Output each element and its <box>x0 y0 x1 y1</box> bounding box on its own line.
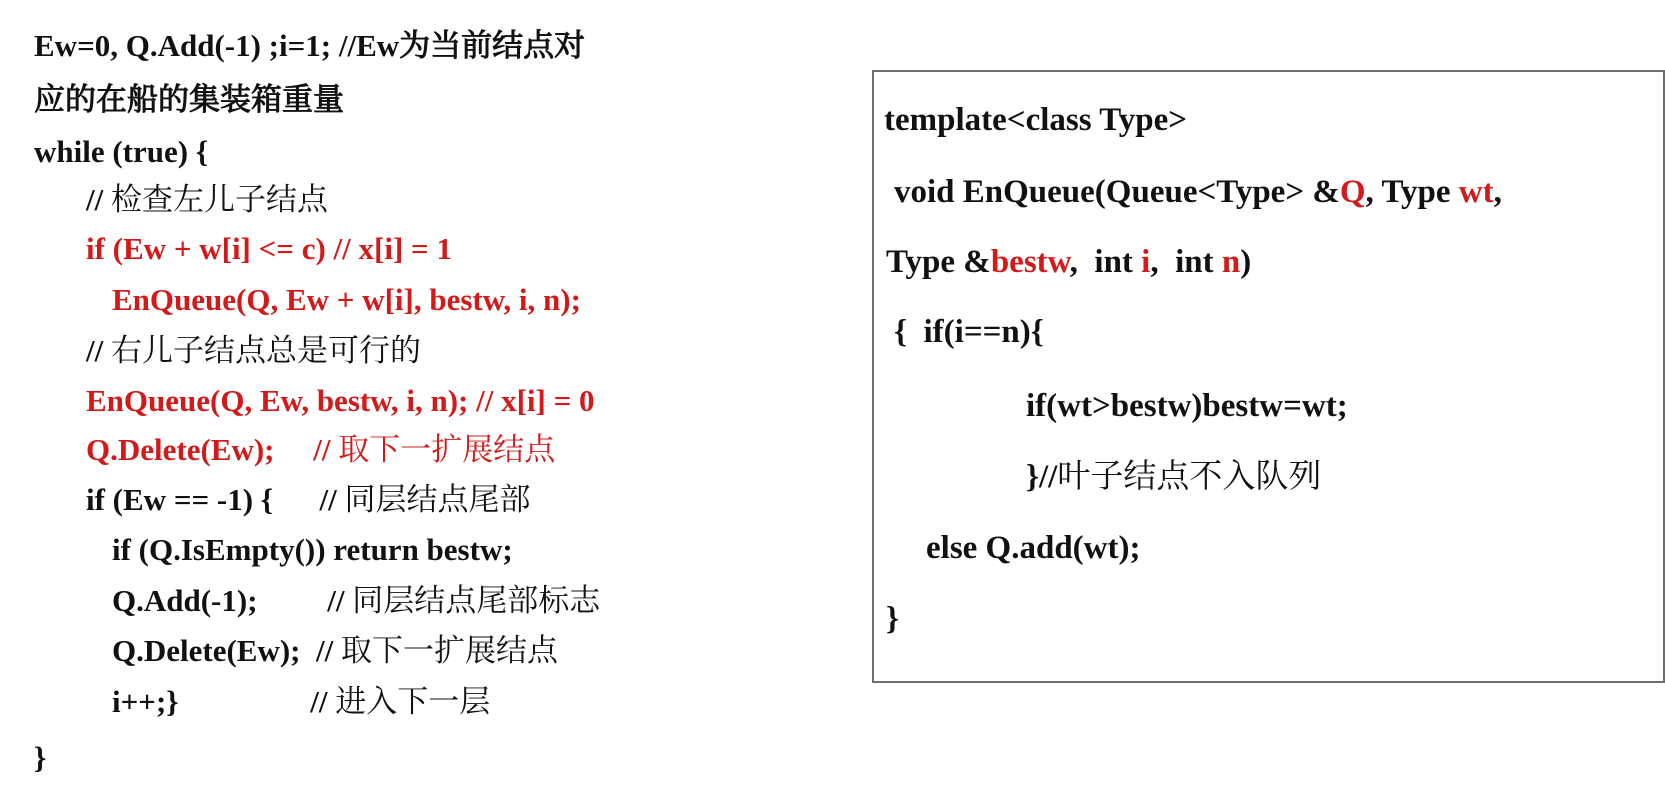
code-line-14 <box>112 682 490 722</box>
comment-cn: 同层结点尾部 <box>344 482 531 518</box>
code-text: , Type <box>1365 174 1459 210</box>
code-text: void EnQueue(Queue<Type> & <box>894 174 1340 210</box>
code-text: , <box>1493 174 1502 210</box>
code-line-6 <box>112 280 581 320</box>
comment-cn: 叶子结点不入队列 <box>1057 456 1322 495</box>
box-line-6 <box>1026 456 1321 497</box>
code-line-15 <box>34 738 46 778</box>
code-text: Q.Delete(Ew); // <box>112 633 341 668</box>
param-wt: wt <box>1458 174 1494 210</box>
code-line-5 <box>86 229 452 269</box>
box-line-8 <box>886 599 899 639</box>
code-text: Q.Delete(Ew); // <box>86 432 339 467</box>
code-text: if(wt>bestw)bestw=wt; <box>1026 388 1348 424</box>
box-line-3 <box>886 242 1251 282</box>
code-line-11 <box>112 530 513 570</box>
param-i: i <box>1141 244 1151 280</box>
code-line-9 <box>86 430 555 470</box>
comment-cn: 应的在船的集装箱重量 <box>34 82 344 118</box>
comment-cn: 取下一扩展结点 <box>338 432 556 468</box>
box-line-1 <box>884 100 1187 140</box>
code-text: EnQueue(Q, Ew + w[i], bestw, i, n); <box>112 282 581 317</box>
code-line-13 <box>112 631 558 671</box>
code-line-8 <box>86 381 595 421</box>
param-bestw: bestw <box>990 244 1070 280</box>
box-line-4 <box>894 312 1044 352</box>
code-text: Type & <box>886 244 991 280</box>
code-text: } <box>886 601 900 637</box>
code-text: }// <box>1026 459 1058 495</box>
code-text: } <box>34 740 47 775</box>
code-line-2 <box>34 80 344 120</box>
code-text: while (true) { <box>34 134 209 169</box>
code-text: Q.Add(-1); // <box>112 583 353 618</box>
comment-cn: 检查左儿子结点 <box>110 182 328 218</box>
box-line-2 <box>894 172 1502 212</box>
code-text: ) <box>1240 244 1252 280</box>
comment-cn: 取下一扩展结点 <box>340 633 558 669</box>
code-line-12 <box>112 581 600 621</box>
comment-slashes: // <box>86 182 111 217</box>
code-text: , int <box>1150 244 1222 280</box>
code-text: { if(i==n){ <box>894 314 1044 350</box>
box-line-5 <box>1026 386 1348 426</box>
code-text: if (Ew + w[i] <= c) // x[i] = 1 <box>86 231 452 266</box>
code-text: i++;} // <box>112 684 336 719</box>
code-text: , int <box>1069 244 1142 280</box>
comment-cn: 右儿子结点总是可行的 <box>110 333 421 369</box>
code-line-7 <box>86 331 421 371</box>
code-text: EnQueue(Q, Ew, bestw, i, n); // x[i] = 0 <box>86 383 595 418</box>
comment-cn: 进入下一层 <box>335 684 491 720</box>
code-line-1 <box>34 26 585 66</box>
code-text: if (Q.IsEmpty()) return bestw; <box>112 532 513 567</box>
param-q: Q <box>1339 174 1366 210</box>
code-line-10 <box>86 480 531 520</box>
code-text: if (Ew == -1) { // <box>86 482 345 517</box>
code-line-4 <box>86 180 328 220</box>
enqueue-code-box <box>872 70 1665 683</box>
code-line-3 <box>34 132 208 172</box>
comment-cn: 为当前结点对 <box>399 28 586 64</box>
param-n: n <box>1221 244 1241 280</box>
box-line-7 <box>926 528 1140 568</box>
comment-slashes: // <box>86 333 111 368</box>
comment-cn: 同层结点尾部标志 <box>352 583 601 619</box>
code-text: else Q.add(wt); <box>926 530 1141 566</box>
code-text: template<class Type> <box>884 102 1188 138</box>
code-text: Ew=0, Q.Add(-1) ;i=1; //Ew <box>34 28 400 63</box>
